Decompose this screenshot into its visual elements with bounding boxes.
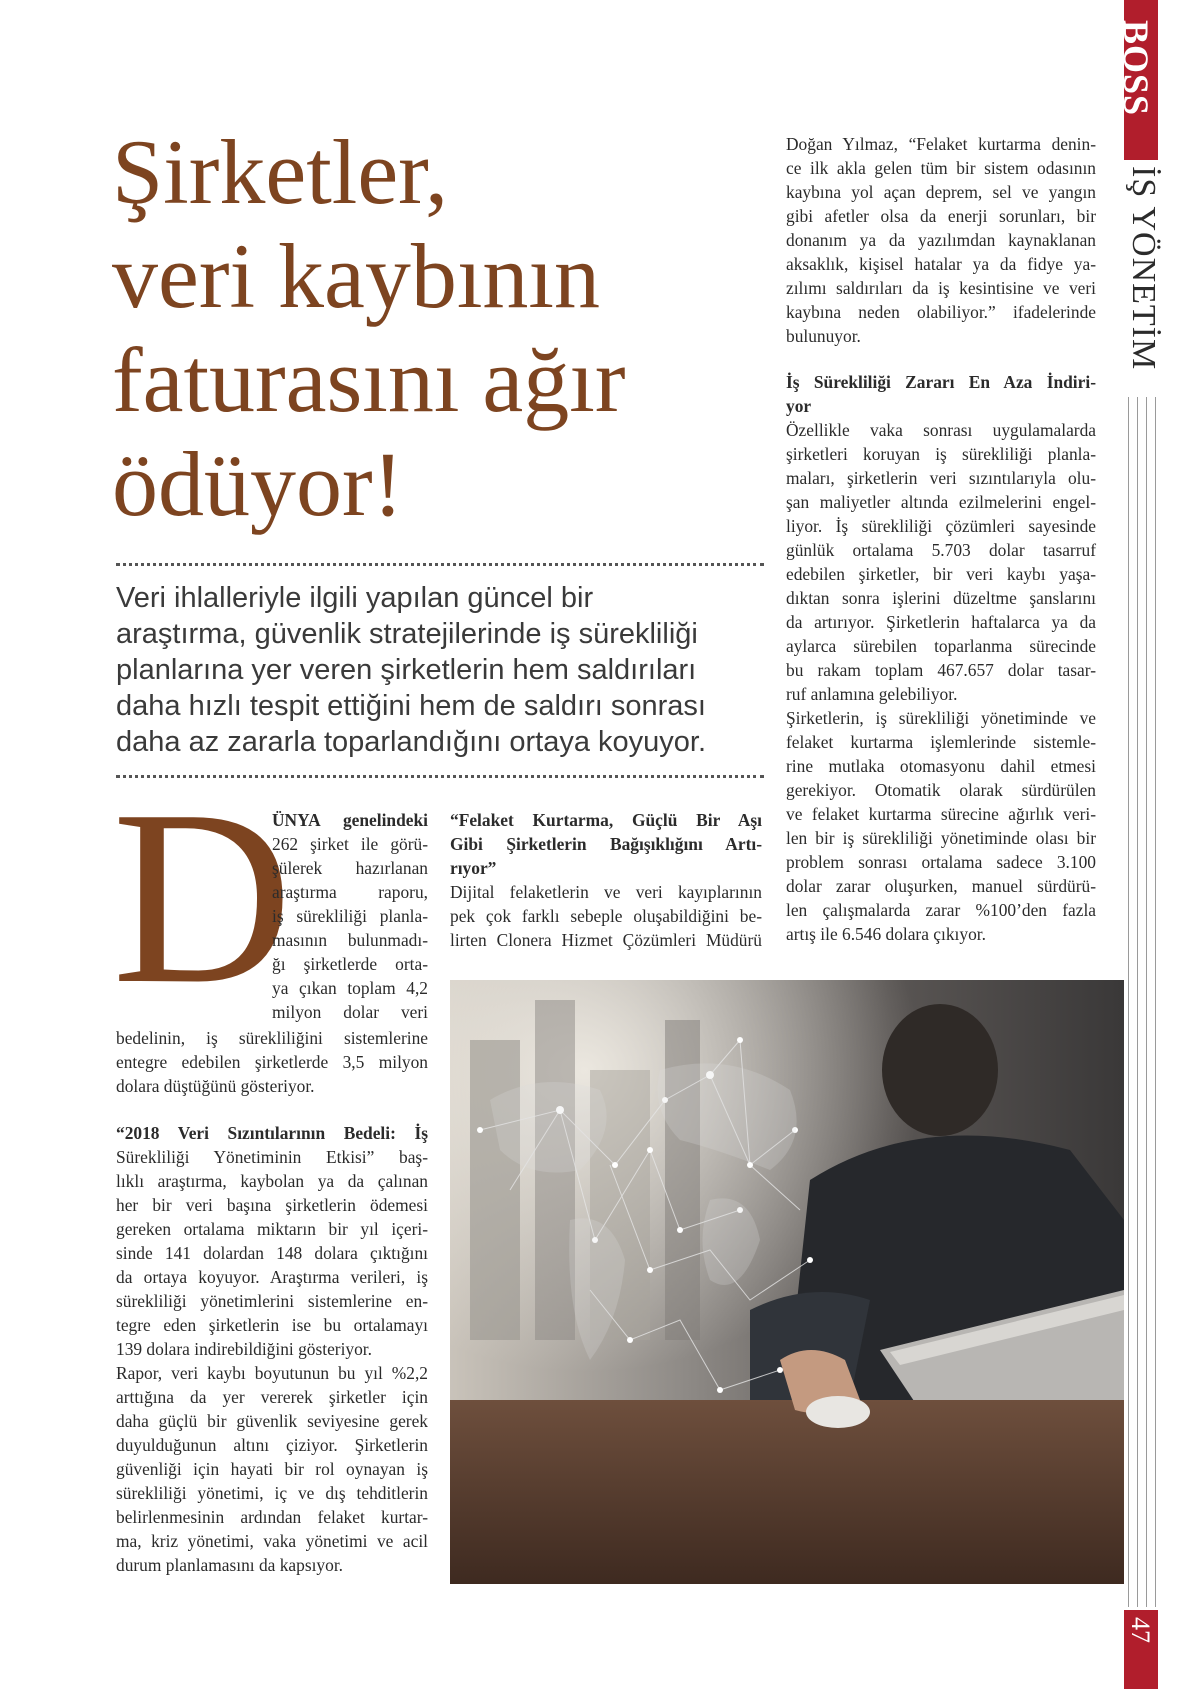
text-line: ğı şirketlerde orta- bbox=[272, 954, 428, 974]
column-3-top bbox=[786, 132, 1096, 348]
text-line: Doğan Yılmaz, “Felaket kurtarma denin- bbox=[786, 134, 1096, 154]
text-line: her bir veri başına şirketlerin ödemesi bbox=[116, 1195, 428, 1215]
lede-line: daha az zararla toparlandığını ortaya koyuyor. bbox=[116, 726, 707, 758]
text-line: entegre edebilen şirketlerde 3,5 milyon bbox=[116, 1052, 428, 1072]
sidebar-rules bbox=[1128, 397, 1156, 1607]
title-line: veri kaybının bbox=[112, 225, 600, 327]
text-line: gerekiyor. Otomatik olarak sürdürülen bbox=[786, 780, 1096, 800]
text-line: pek çok farklı sebeple oluşabildiğini be- bbox=[450, 906, 762, 926]
text-line: sürekliliği yönetimlerini sistemlerine en- bbox=[116, 1291, 428, 1311]
column-1-body bbox=[116, 1121, 428, 1577]
text-line: şan maliyetler altında ezilmelerini engel- bbox=[786, 492, 1096, 512]
text-line: Sürekliliği Yönetiminin Etkisi” baş- bbox=[116, 1147, 428, 1167]
text-line: len çalışmalarda zarar %100’den fazla bbox=[786, 900, 1096, 920]
text-line: daha güçlü bir güvenlik seviyesine gerek bbox=[116, 1411, 428, 1431]
text-line: Rapor, veri kaybı boyutunun bu yıl %2,2 bbox=[116, 1363, 428, 1383]
text-line: problem sonrası ortalama sadece 3.100 bbox=[786, 852, 1096, 872]
subheading-line: İş Sürekliliği Zararı En Aza İndiri- bbox=[786, 372, 1096, 392]
text-line: dolar zarar oluşurken, manuel sürdürü- bbox=[786, 876, 1096, 896]
text-line: kaybına neden olabiliyor.” ifadelerinde bbox=[786, 302, 1096, 322]
text-line: masının bulunmadı- bbox=[272, 930, 428, 950]
text-line: bedelinin, iş sürekliliğini sistemlerine bbox=[116, 1028, 428, 1048]
column-1-intro bbox=[272, 808, 428, 1024]
article-photo bbox=[450, 980, 1124, 1584]
lede-line: Veri ihlalleriyle ilgili yapılan güncel bir bbox=[116, 582, 594, 614]
text-line: 139 dolara indirebildiğini gösteriyor. bbox=[116, 1339, 372, 1359]
lede-line: daha hızlı tespit ettiğini hem de saldırı sonrası bbox=[116, 690, 706, 722]
text-line: iş sürekliliği planla- bbox=[272, 906, 428, 926]
text-line: zılımı saldırıları da iş kesintisine ve veri bbox=[786, 278, 1096, 298]
text-line: ve felaket kurtarma sürecine ağırlık veri- bbox=[786, 804, 1096, 824]
text-line: ya çıkan toplam 4,2 bbox=[272, 978, 428, 998]
text-line: liyor. İş sürekliliği çözümleri sayesinde bbox=[786, 516, 1096, 536]
article-lede bbox=[116, 580, 766, 760]
divider-top bbox=[116, 563, 764, 566]
text-line: lirten Clonera Hizmet Çözümleri Müdürü bbox=[450, 930, 762, 950]
subheading-line: rıyor” bbox=[450, 858, 497, 878]
title-line: faturasını ağır bbox=[112, 329, 626, 431]
column-1-continued bbox=[116, 1026, 428, 1098]
text-line: da ortaya koyuyor. Araştırma verileri, iş bbox=[116, 1267, 428, 1287]
text-line: arttığına da yer vererek şirketler için bbox=[116, 1387, 428, 1407]
text-line: donanım ya da yazılımdan kaynaklanan bbox=[786, 230, 1096, 250]
text-line: len bir iş sürekliliği yönetiminde olası bir bbox=[786, 828, 1096, 848]
text-line: kaybına yol açan deprem, sel ve yangın bbox=[786, 182, 1096, 202]
text-line: şülerek hazırlanan bbox=[272, 858, 428, 878]
text-line: bu rakam toplam 467.657 dolar tasar- bbox=[786, 660, 1096, 680]
text-line: maları, şirketlerin veri sızıntılarıyla olu- bbox=[786, 468, 1096, 488]
text-line: şirketleri koruyan iş sürekliliği planla- bbox=[786, 444, 1096, 464]
text-line: 262 şirket ile görü- bbox=[272, 834, 428, 854]
text-line: sinde 141 dolardan 148 dolara çıktığını bbox=[116, 1243, 428, 1263]
column-2 bbox=[450, 808, 762, 952]
text-line: aksaklık, kişisel hatalar ya da fidye ya- bbox=[786, 254, 1096, 274]
text-line: sürekliliği yönetimi, iç ve dış tehditlerin bbox=[116, 1483, 428, 1503]
text-line: duyulduğunun altını çiziyor. Şirketlerin bbox=[116, 1435, 428, 1455]
text-line: rine mutlaka otomasyonu dahil etmesi bbox=[786, 756, 1096, 776]
text-line: gibi afetler olsa da enerji sorunları, bir bbox=[786, 206, 1096, 226]
text-line: da artırıyor. Şirketlerin haftalarca ya da bbox=[786, 612, 1096, 632]
businessman-network-illustration bbox=[450, 980, 1124, 1584]
text-line: tegre eden şirketlerin ise bu ortalamayı bbox=[116, 1315, 428, 1335]
text-line: felaket kurtarma işlemlerinde sistemle- bbox=[786, 732, 1096, 752]
brand-label: BOSS bbox=[1116, 20, 1156, 117]
text-line: ÜNYA genelindeki bbox=[272, 810, 428, 830]
text-line: ruf anlamına gelebiliyor. bbox=[786, 684, 958, 704]
text-line: Şirketlerin, iş sürekliliği yönetiminde ve bbox=[786, 708, 1096, 728]
text-line: “2018 Veri Sızıntılarının Bedeli: İş bbox=[116, 1123, 428, 1143]
subheading-line: Gibi Şirketlerin Bağışıklığını Artı- bbox=[450, 834, 762, 854]
text-line: milyon dolar veri bbox=[272, 1002, 428, 1022]
text-line: belirlenmesinin ardından felaket kurtar- bbox=[116, 1507, 428, 1527]
text-line: bulunuyor. bbox=[786, 326, 861, 346]
text-line: Özellikle vaka sonrası uygulamalarda bbox=[786, 420, 1096, 440]
text-line: durum planlamasını da kapsıyor. bbox=[116, 1555, 344, 1575]
subheading-line: “Felaket Kurtarma, Güçlü Bir Aşı bbox=[450, 810, 762, 830]
text-line: edebilen şirketler, bir veri kaybı yaşa- bbox=[786, 564, 1096, 584]
lede-line: araştırma, güvenlik stratejilerinde iş sürekliliği bbox=[116, 618, 698, 650]
text-line: artış ile 6.546 dolara çıkıyor. bbox=[786, 924, 986, 944]
text-line: günlük ortalama 5.703 dolar tasarruf bbox=[786, 540, 1096, 560]
text-line: dıktan sonra işlerini düzeltme şanslarını bbox=[786, 588, 1096, 608]
text-line: araştırma raporu, bbox=[272, 882, 428, 902]
subheading-line: yor bbox=[786, 396, 812, 416]
page-number: 47 bbox=[1126, 1617, 1155, 1643]
text-line: ce ilk akla gelen tüm bir sistem odasının bbox=[786, 158, 1096, 178]
text-line: lıklı araştırma, kaybolan ya da çalınan bbox=[116, 1171, 428, 1191]
title-line: ödüyor! bbox=[112, 433, 404, 535]
text-line: ma, kriz yönetimi, vaka yönetimi ve acil bbox=[116, 1531, 428, 1551]
text-line: Dijital felaketlerin ve veri kayıplarının bbox=[450, 882, 762, 902]
title-line: Şirketler, bbox=[112, 121, 449, 223]
drop-cap: D bbox=[112, 759, 293, 1036]
text-line: güvenliği için hayati bir rol oynayan iş bbox=[116, 1459, 428, 1479]
column-3-bottom bbox=[786, 370, 1096, 946]
lede-line: planlarına yer veren şirketlerin hem saldırıları bbox=[116, 654, 697, 686]
text-line: dolara düştüğünü gösteriyor. bbox=[116, 1076, 315, 1096]
text-line: gereken ortalama miktarın bir yıl içeri- bbox=[116, 1219, 428, 1239]
section-label: İŞ YÖNETİM bbox=[1125, 166, 1162, 371]
article-title bbox=[112, 120, 762, 536]
text-line: aylarca sürebilen toparlanma sürecinde bbox=[786, 636, 1096, 656]
